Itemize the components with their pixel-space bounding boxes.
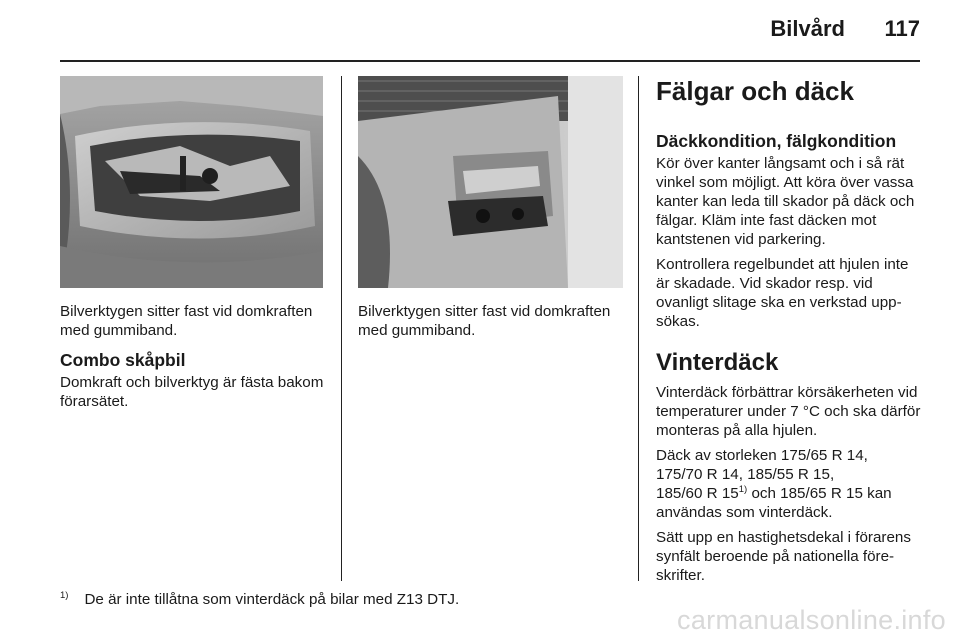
page-number: 117 [884,16,920,41]
tyre-condition-text-2: Kontrollera regelbundet att hjulen inte är skadade. Vid skador resp. vid ovanligt slitage ska en verkstad upp-sökas. [656,256,909,330]
photo-tool-compartment [60,76,323,288]
column-divider-right [638,76,639,581]
winter-tyres-text-1: Vinterdäck förbättrar körsäkerheten vid temperaturer under 7 °C och ska därför monteras på alla hjulen. [656,384,921,439]
winter-tyres-heading: Vinterdäck [656,349,779,376]
footnote-marker: 1) [60,590,69,601]
header-rule [60,60,920,62]
sizes-line-3-rest: och 185/65 R 15 kan [747,485,892,502]
watermark-text: carmanualsonline.info [677,605,946,635]
section-title: Bilvård [770,16,845,41]
tyre-condition-heading: Däckkondition, fälgkondition [656,131,897,151]
winter-tyre-sizes [656,446,922,522]
sizes-line-2: 175/70 R 14, 185/55 R 15, [656,466,835,483]
caption-left: Bilverktygen sitter fast vid domkraften med gummiband. [60,303,313,339]
sizes-line-1: Däck av storleken 175/65 R 14, [656,447,868,464]
footnote-text: De är inte tillåtna som vinterdäck på bilar med Z13 DTJ. [84,591,460,609]
tyre-condition-text-1: Kör över kanter långsamt och i så rät vinkel som möjligt. Att köra över vassa kanter kan leda till skador på däck och fälgar. Kläm inte fast däcken mot kantstenen vid parkering. [656,155,915,248]
page-header [60,14,920,44]
footnote [60,590,459,608]
winter-tyres-text-3: Sätt upp en hastighetsdekal i förarens synfält beroende på nationella före-skrifter. [656,529,911,584]
caption-middle: Bilverktygen sitter fast vid domkraften med gummiband. [358,303,611,339]
right-column [656,76,922,585]
photo-tool-storage-van [358,76,623,288]
rims-tyres-heading: Fälgar och däck [656,76,854,106]
column-divider-left [341,76,342,581]
combo-van-text: Domkraft och bilverktyg är fästa bakom förarsätet. [60,374,324,410]
combo-van-heading: Combo skåpbil [60,350,186,370]
sizes-line-4: användas som vinterdäck. [656,504,833,521]
sizes-line-3: 185/60 R 15 [656,485,739,502]
footnote-reference: 1) [738,483,748,495]
